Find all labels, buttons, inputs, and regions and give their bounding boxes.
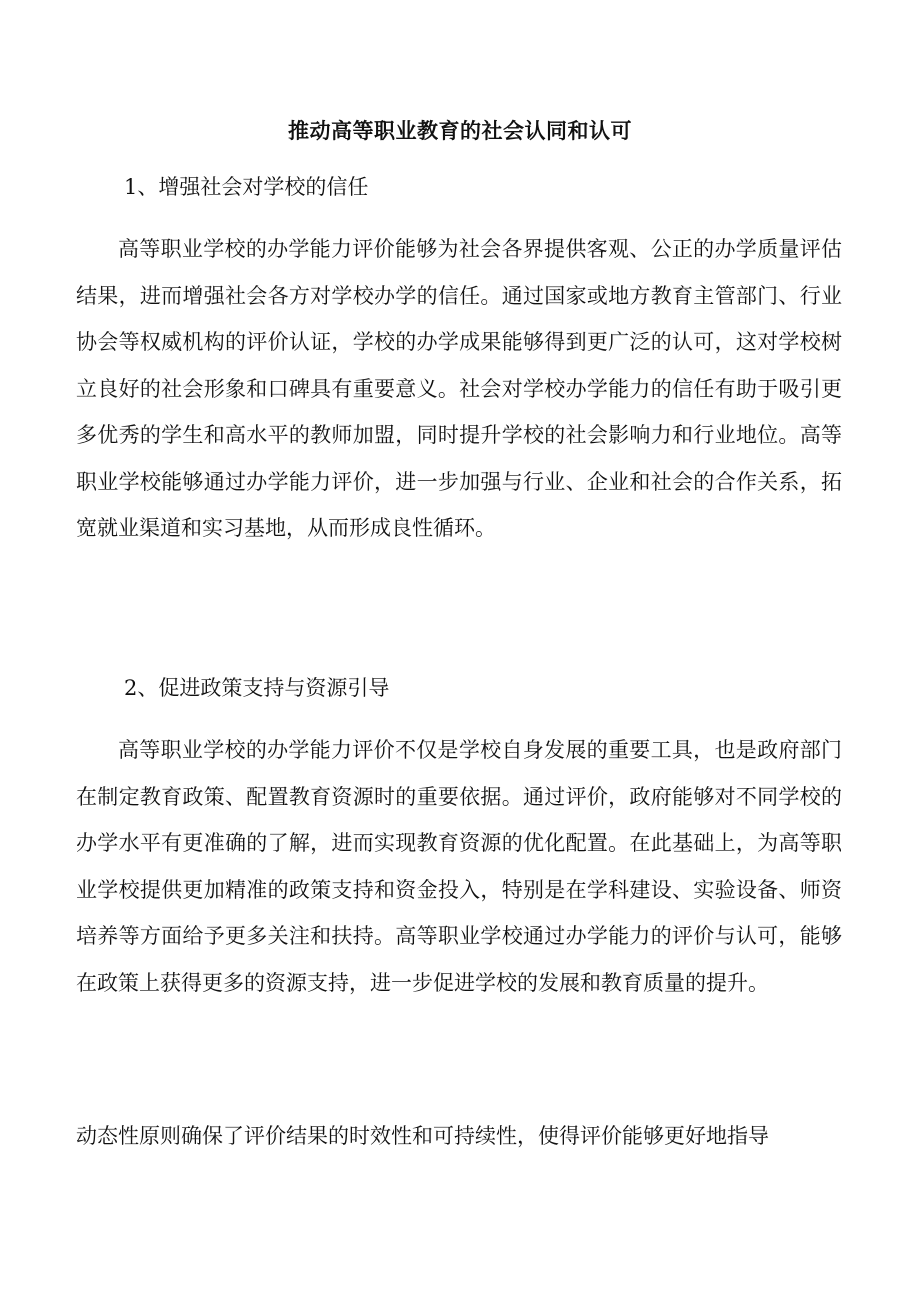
section-heading-2: 2、促进政策支持与资源引导 — [124, 676, 390, 700]
section-heading-1: 1、增强社会对学校的信任 — [124, 175, 369, 199]
section-paragraph-2: 高等职业学校的办学能力评价不仅是学校自身发展的重要工具，也是政府部门在制定教育政策、配置教育资源时的重要依据。通过评价，政府能够对不同学校的办学水平有更准确的了解，进而实现教育资源的优化配置。在此基础上，为高等职业学校提供更加精准的政策支持和资金投入，特别是在学科建设、实验设备、师资培养等方面给予更多关注和扶持。高等职业学校通过办学能力的评价与认可，能够在政策上获得更多的资源支持，进一步促进学校的发展和教育质量的提升。 — [76, 738, 842, 995]
document-title: 推动高等职业教育的社会认同和认可 — [288, 118, 632, 143]
section-paragraph-1: 高等职业学校的办学能力评价能够为社会各界提供客观、公正的办学质量评估结果，进而增强社会各方对学校办学的信任。通过国家或地方教育主管部门、行业协会等权威机构的评价认证，学校的办学成果能够得到更广泛的认可，这对学校树立良好的社会形象和口碑具有重要意义。社会对学校办学能力的信任有助于吸引更多优秀的学生和高水平的教师加盟，同时提升学校的社会影响力和行业地位。高等职业学校能够通过办学能力评价，进一步加强与行业、企业和社会的合作关系，拓宽就业渠道和实习基地，从而形成良性循环。 — [76, 237, 842, 540]
trailing-paragraph: 动态性原则确保了评价结果的时效性和可持续性，使得评价能够更好地指导 — [76, 1124, 769, 1148]
